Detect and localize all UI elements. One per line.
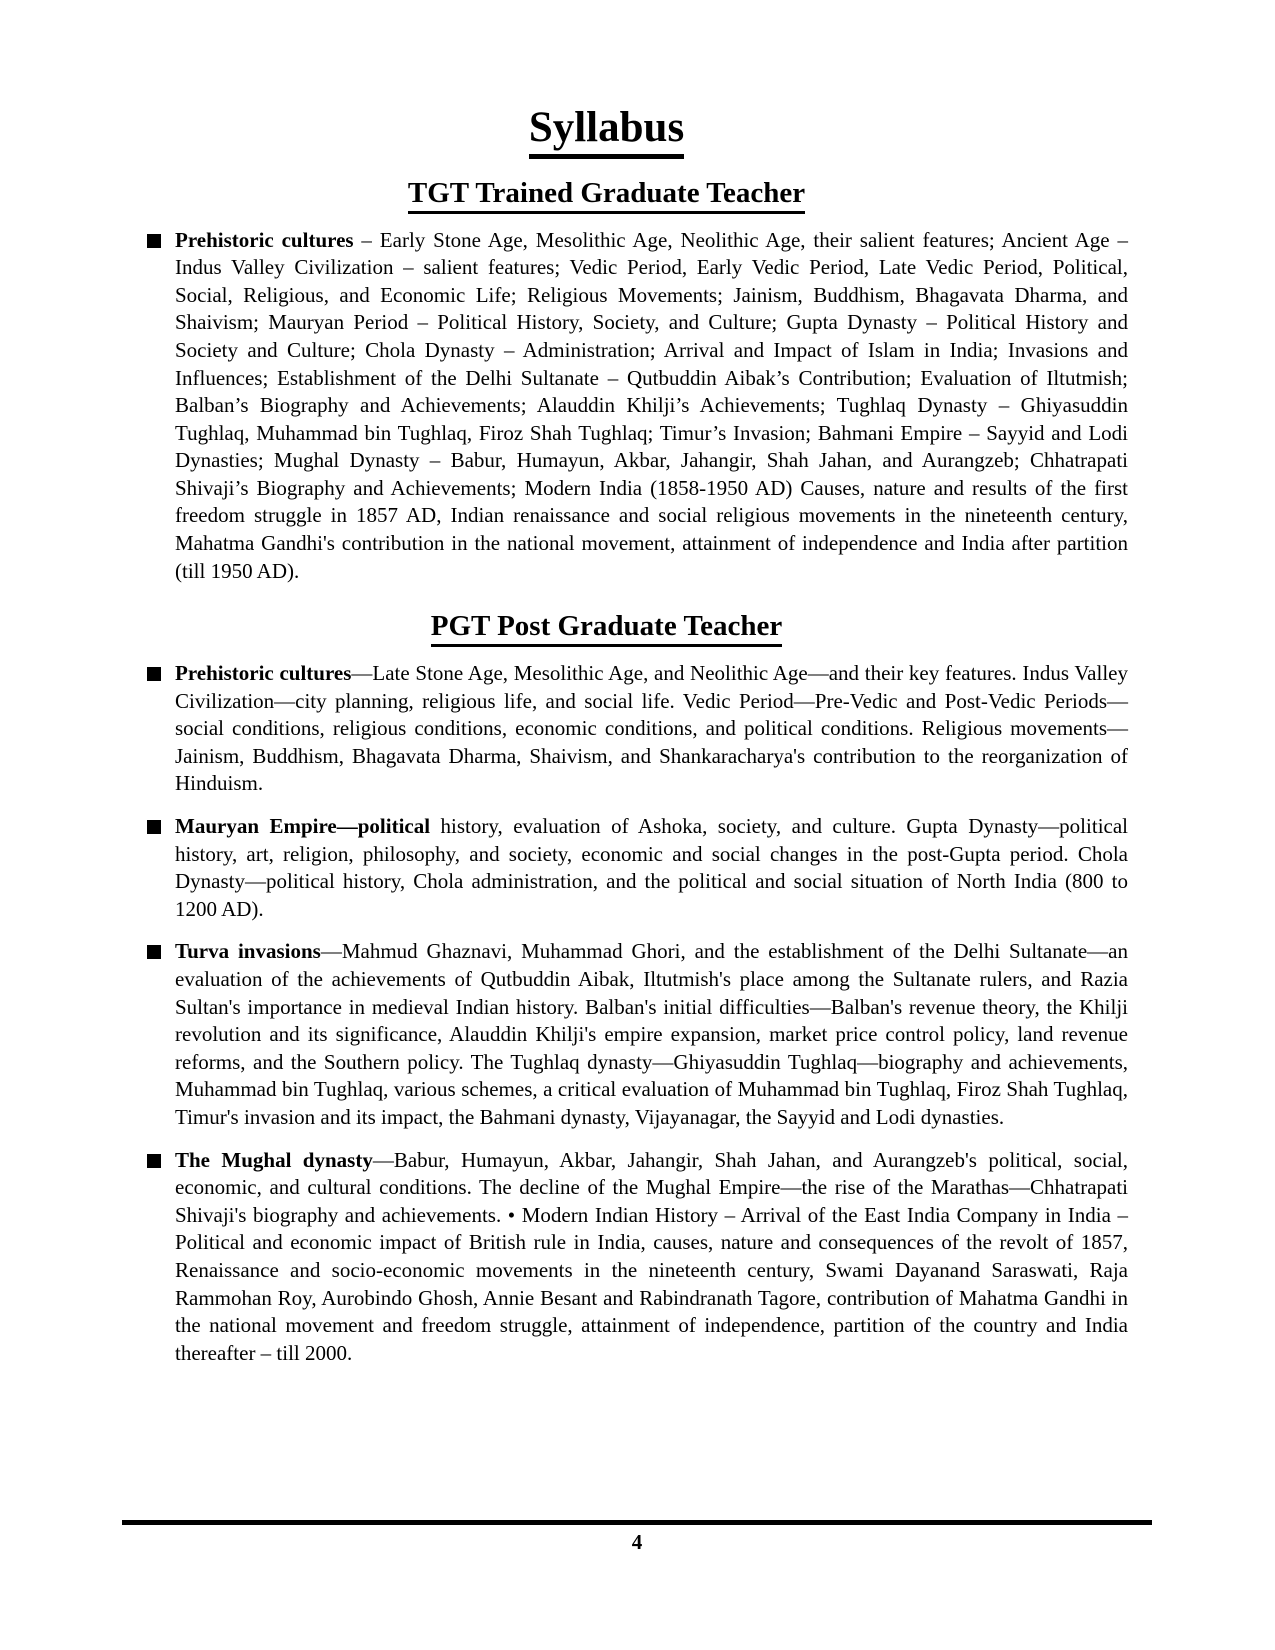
item-lead: The Mughal dynasty	[175, 1147, 373, 1172]
item-lead: Prehistoric cultures	[175, 227, 354, 252]
square-bullet-icon	[147, 1154, 161, 1168]
square-bullet-icon	[147, 234, 161, 248]
item-body: —Late Stone Age, Mesolithic Age, and Neolithic Age—and their key features. Indus Valley Civilization—city planning, religious life, and social life. Vedic Period—Pre-Vedic and Post-Vedic Periods—social conditions, religious conditions, economic conditions, and political conditions. Religious movements—Jainism, Buddhism, Bhagavata Dharma, Shaivism, and Shankaracharya's contribution to the reorganization of Hinduism.	[175, 661, 1128, 796]
square-bullet-icon	[147, 667, 161, 681]
syllabus-item-pgt-1	[145, 660, 1128, 798]
item-body: —Babur, Humayun, Akbar, Jahangir, Shah Jahan, and Aurangzeb's political, social, economic, and cultural conditions. The decline of the Mughal Empire—the rise of the Marathas—Chhatrapati Shivaji's biography and achievements. • Modern Indian History – Arrival of the East India Company in India – Political and economic impact of British rule in India, causes, nature and consequences of the revolt of 1857, Renaissance and socio-economic movements in the nineteenth century, Swami Dayanand Saraswati, Raja Rammohan Roy, Aurobindo Ghosh, Annie Besant and Rabindranath Tagore, contribution of Mahatma Gandhi in the national movement and freedom struggle, attainment of independence, partition of the country and India thereafter – till 2000.	[175, 1147, 1128, 1365]
section-heading-pgt-text: PGT Post Graduate Teacher	[431, 610, 782, 647]
item-lead: Turva invasions	[175, 939, 321, 964]
syllabus-item-pgt-4	[145, 1147, 1128, 1368]
section-tgt	[145, 176, 1128, 586]
section-heading-tgt-text: TGT Trained Graduate Teacher	[408, 177, 805, 214]
syllabus-item-pgt-2	[145, 813, 1128, 923]
page-title-text: Syllabus	[529, 104, 684, 159]
square-bullet-icon	[147, 820, 161, 834]
item-body: history, evaluation of Ashoka, society, and culture. Gupta Dynasty—political history, art, religion, philosophy, and society, economic and social changes in the post-Gupta period. Chola Dynasty—political history, Chola administration, and the political and social situation of North India (800 to 1200 AD).	[175, 814, 1128, 921]
syllabus-item-tgt-1	[145, 227, 1128, 586]
syllabus-item-pgt-3	[145, 938, 1128, 1131]
section-heading-tgt	[145, 176, 1068, 211]
section-pgt	[145, 609, 1128, 1367]
square-bullet-icon	[147, 945, 161, 959]
footer-rule	[122, 1520, 1152, 1525]
item-body: —Mahmud Ghaznavi, Muhammad Ghori, and the establishment of the Delhi Sultanate—an evaluation of the achievements of Qutbuddin Aibak, Iltutmish's place among the Sultanate rulers, and Razia Sultan's importance in medieval Indian history. Balban's initial difficulties—Balban's revenue theory, the Khilji revolution and its significance, Alauddin Khilji's empire expansion, market price control policy, land revenue reforms, and the Southern policy. The Tughlaq dynasty—Ghiyasuddin Tughlaq—biography and achievements, Muhammad bin Tughlaq, various schemes, a critical evaluation of Muhammad bin Tughlaq, Firoz Shah Tughlaq, Timur's invasion and its impact, the Bahmani dynasty, Vijayanagar, the Sayyid and Lodi dynasties.	[175, 939, 1128, 1129]
item-body: – Early Stone Age, Mesolithic Age, Neolithic Age, their salient features; Ancient Age – Indus Valley Civilization – salient features; Vedic Period, Early Vedic Period, Late Vedic Period, Political, Social, Religious, and Economic Life; Religious Movements; Jainism, Buddhism, Bhagavata Dharma, and Shaivism; Mauryan Period – Political History, Society, and Culture; Gupta Dynasty – Political History and Society and Culture; Chola Dynasty – Administration; Arrival and Impact of Islam in India; Invasions and Influences; Establishment of the Delhi Sultanate – Qutbuddin Aibak’s Contribution; Evaluation of Iltutmish; Balban’s Biography and Achievements; Alauddin Khilji’s Achievements; Tughlaq Dynasty – Ghiyasuddin Tughlaq, Muhammad bin Tughlaq, Firoz Shah Tughlaq; Timur’s Invasion; Bahmani Empire – Sayyid and Lodi Dynasties; Mughal Dynasty – Babur, Humayun, Akbar, Jahangir, Shah Jahan, and Aurangzeb; Chhatrapati Shivaji’s Biography and Achievements; Modern India (1858-1950 AD) Causes, nature and results of the first freedom struggle in 1857 AD, Indian renaissance and social religious movements in the nineteenth century, Mahatma Gandhi's contribution in the national movement, attainment of independence and India after partition (till 1950 AD).	[175, 227, 1129, 583]
page-number: 4	[631, 1530, 643, 1554]
section-heading-pgt	[145, 609, 1068, 644]
page-footer	[122, 1520, 1152, 1555]
item-lead: Prehistoric cultures	[175, 661, 352, 686]
item-lead: Mauryan Empire—political	[175, 814, 431, 839]
page-title	[145, 103, 1068, 154]
